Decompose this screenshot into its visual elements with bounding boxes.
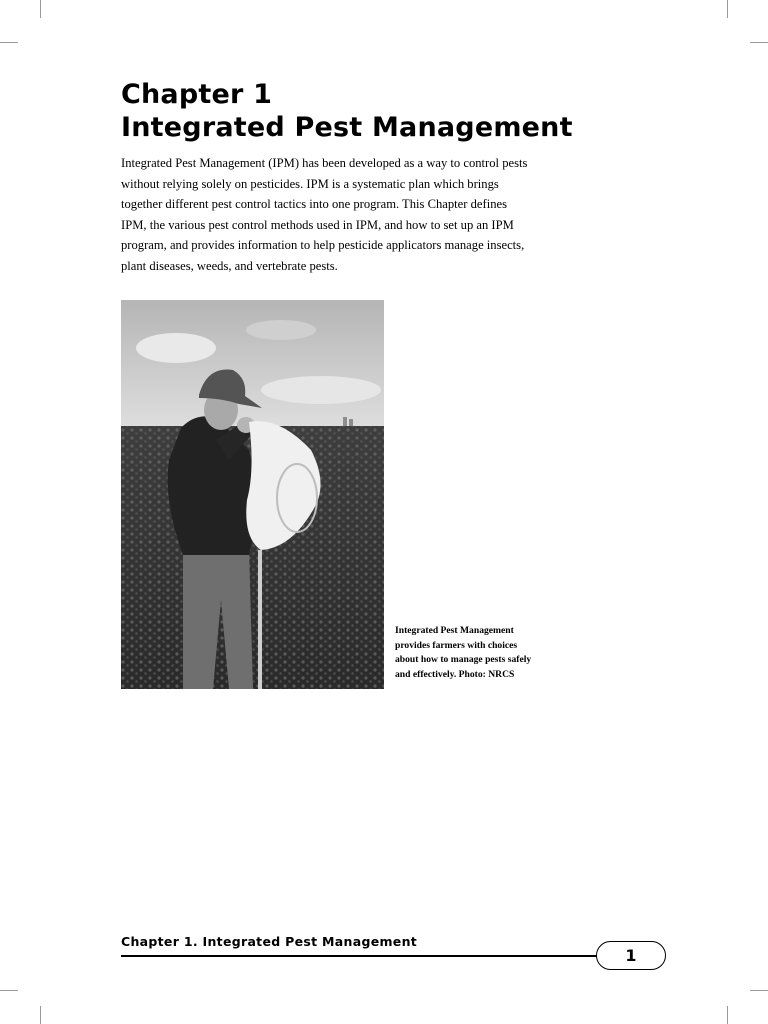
farmer-photo [121,300,384,689]
crop-mark [40,0,41,18]
footer-rule [121,955,599,957]
chapter-title: Integrated Pest Management [121,112,573,143]
page-number: 1 [596,941,666,970]
chapter-heading [121,78,573,144]
crop-mark [40,1006,41,1024]
crop-mark [727,1006,728,1024]
crop-mark [750,990,768,991]
intro-paragraph: Integrated Pest Management (IPM) has been developed as a way to control pests without relying solely on pesticides. IPM is a systematic plan which brings together different pest control tactics into one program. This Chapter defines IPM, the various pest control methods used in IPM, and how to set up an IPM program, and provides information to help pesticide applicators manage insects, plant diseases, weeds, and vertebrate pests. [121,156,528,273]
chapter-number: Chapter 1 [121,79,273,110]
crop-mark [727,0,728,18]
crop-mark [0,42,18,43]
crop-mark [750,42,768,43]
running-footer-title: Chapter 1. Integrated Pest Management [121,934,418,949]
crop-mark [0,990,18,991]
photo-caption: Integrated Pest Management provides farmers with choices about how to manage pests safely and effectively. Photo: NRCS [395,625,532,680]
